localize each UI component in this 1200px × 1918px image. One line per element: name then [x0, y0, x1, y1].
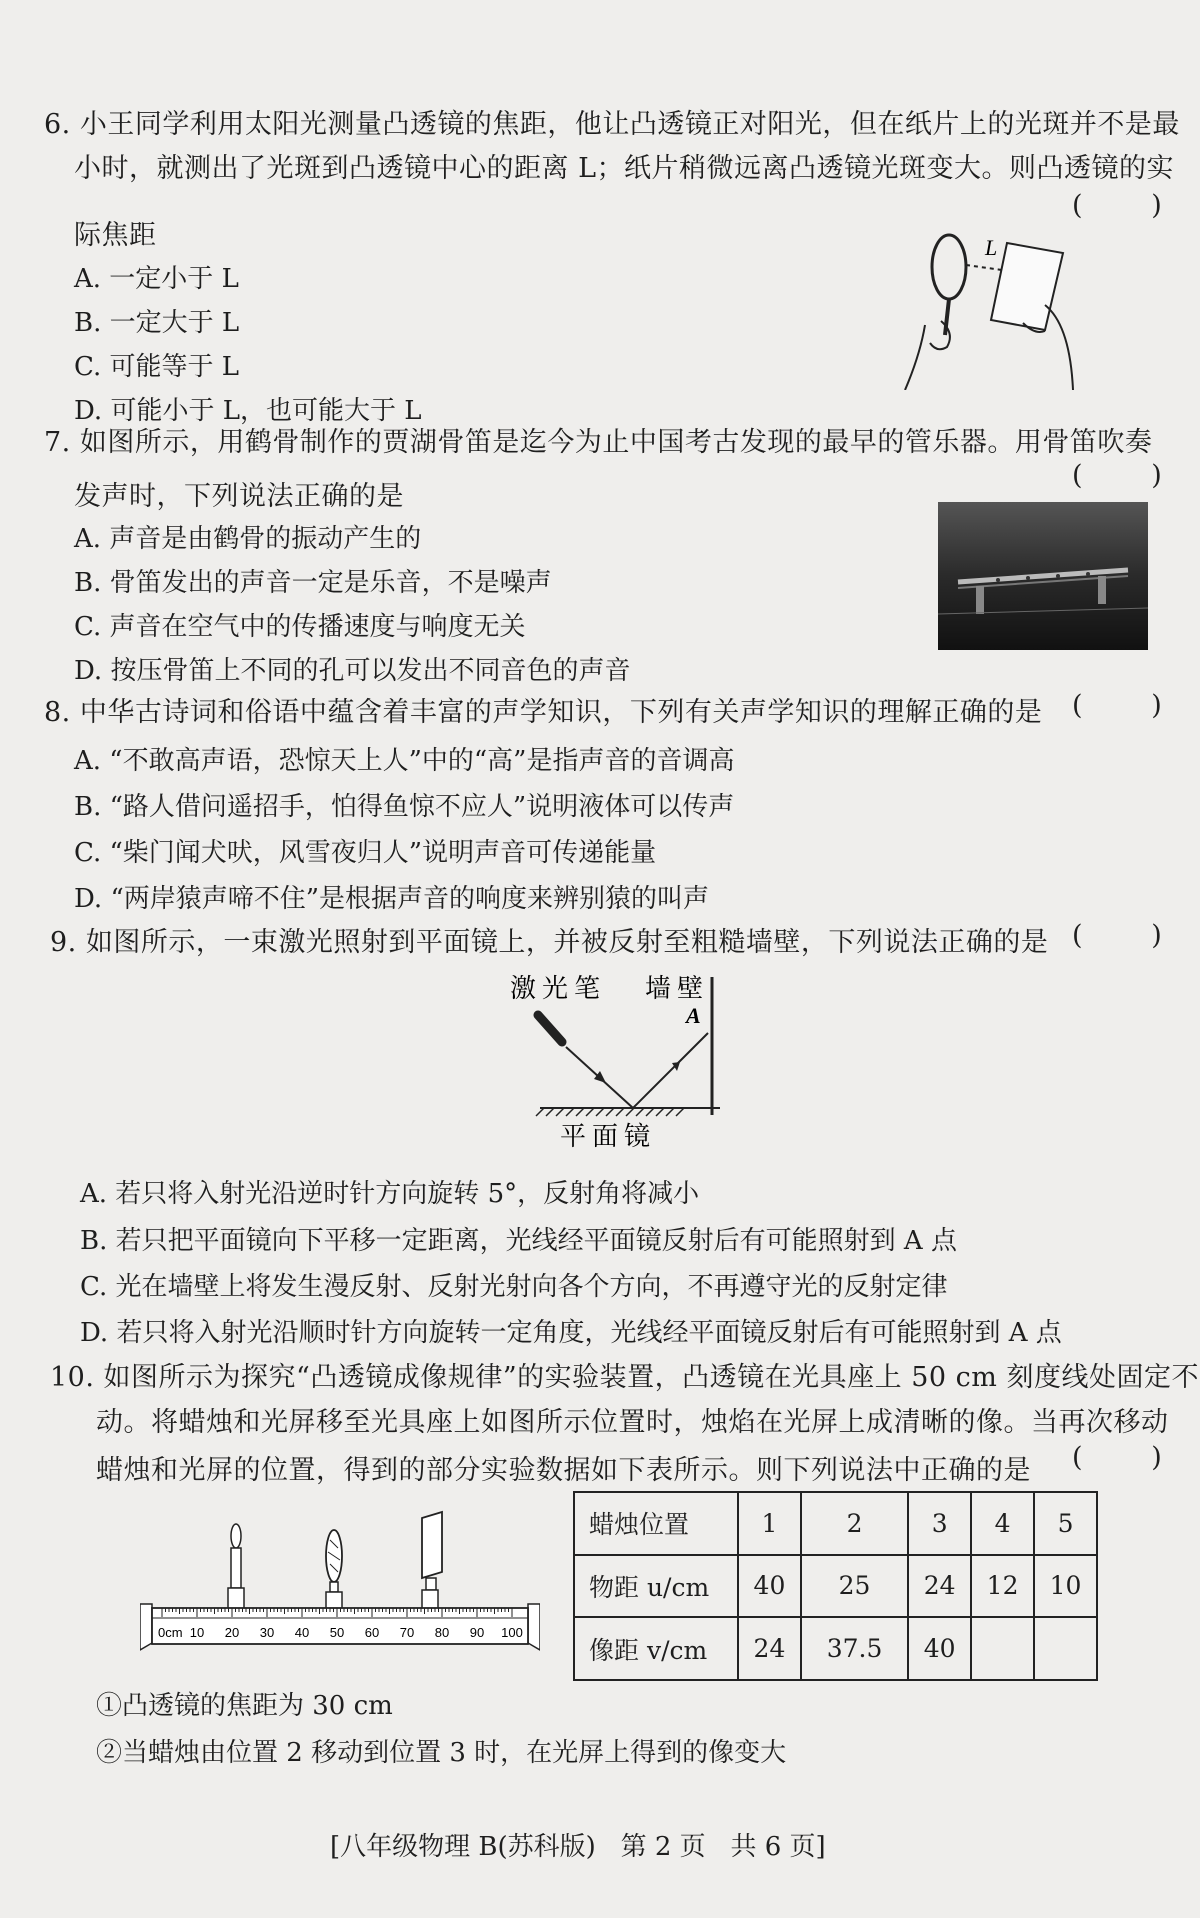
q10-statement-2: ②当蜡烛由位置 2 移动到位置 3 时，在光屏上得到的像变大 [96, 1738, 787, 1768]
q7-option-a: A. 声音是由鹤骨的振动产生的 [74, 524, 422, 554]
table-cell: 4 [971, 1492, 1034, 1555]
ruler-tick-label: 90 [469, 1625, 485, 1640]
q6-answer-paren: ( ) [1072, 190, 1162, 221]
table-cell: 2 [801, 1492, 908, 1555]
convex-lens-icon [326, 1530, 342, 1610]
q10-statement-1: ①凸透镜的焦距为 30 cm [96, 1691, 393, 1721]
q9-option-d: D. 若只将入射光沿顺时针方向旋转一定角度，光线经平面镜反射后有可能照射到 A 点 [80, 1318, 1062, 1348]
q6-option-a: A. 一定小于 L [74, 264, 239, 294]
table-header-object-distance: 物距 u/cm [574, 1555, 738, 1618]
table-row [574, 1555, 1097, 1618]
page-footer: [八年级物理 B(苏科版) 第 2 页 共 6 页] [330, 1832, 826, 1862]
table-cell: 12 [971, 1555, 1034, 1618]
q7-answer-paren: ( ) [1072, 460, 1162, 491]
laser-pen-icon [538, 1015, 562, 1042]
table-header-image-distance: 像距 v/cm [574, 1617, 738, 1680]
q6-option-d: D. 可能小于 L，也可能大于 L [74, 396, 422, 426]
table-cell: 25 [801, 1555, 908, 1618]
q8-option-b: B. “路人借问遥招手，怕得鱼惊不应人”说明液体可以传声 [74, 792, 735, 822]
q9-mirror-figure [500, 965, 740, 1155]
q6-line-3: 际焦距 [74, 220, 157, 251]
table-cell: 10 [1034, 1555, 1097, 1618]
q6-option-c: C. 可能等于 L [74, 352, 240, 382]
q6-line-1: 6. 小王同学利用太阳光测量凸透镜的焦距，他让凸透镜正对阳光，但在纸片上的光斑并不是最 [44, 109, 1180, 140]
table-cell [1034, 1617, 1097, 1680]
q9-line-1: 9. 如图所示，一束激光照射到平面镜上，并被反射至粗糙墙壁，下列说法正确的是 [50, 927, 1049, 958]
ruler-tick-label: 50 [329, 1625, 345, 1640]
q8-option-c: C. “柴门闻犬吠，风雪夜归人”说明声音可传递能量 [74, 838, 657, 868]
ruler-tick-label: 40 [294, 1625, 310, 1640]
q10-optical-bench-figure [140, 1478, 540, 1663]
ruler-tick-label: 60 [364, 1625, 380, 1640]
q9-option-c: C. 光在墙壁上将发生漫反射、反射光射向各个方向，不再遵守光的反射定律 [80, 1272, 948, 1302]
ruler-tick-label: 70 [399, 1625, 415, 1640]
ruler-tick-label: 0cm [158, 1625, 183, 1640]
q7-option-d: D. 按压骨笛上不同的孔可以发出不同音色的声音 [74, 656, 631, 686]
q7-line-1: 7. 如图所示，用鹤骨制作的贾湖骨笛是迄今为止中国考古发现的最早的管乐器。用骨笛吹奏 [44, 427, 1153, 458]
table-cell: 1 [738, 1492, 801, 1555]
ruler-tick-label: 10 [189, 1625, 205, 1640]
q7-line-2: 发声时，下列说法正确的是 [74, 481, 404, 512]
q6-line-2: 小时，就测出了光斑到凸透镜中心的距离 L；纸片稍微远离凸透镜光斑变大。则凸透镜的实 [74, 153, 1175, 184]
q9-mirror-label: 平面镜 [560, 1122, 657, 1152]
table-cell: 24 [738, 1617, 801, 1680]
candle-icon [228, 1524, 244, 1610]
table-cell: 5 [1034, 1492, 1097, 1555]
q7-bone-flute-photo [938, 502, 1148, 650]
q6-option-b: B. 一定大于 L [74, 308, 240, 338]
q6-magnifier-figure [895, 225, 1085, 390]
lens-icon [932, 235, 966, 299]
light-screen-icon [422, 1512, 442, 1610]
q10-line-3: 蜡烛和光屏的位置，得到的部分实验数据如下表所示。则下列说法中正确的是 [96, 1455, 1031, 1486]
q10-line-2: 动。将蜡烛和光屏移至光具座上如图所示位置时，烛焰在光屏上成清晰的像。当再次移动 [96, 1407, 1169, 1438]
table-cell: 24 [908, 1555, 971, 1618]
table-row [574, 1617, 1097, 1680]
ruler-tick-label: 100 [501, 1625, 523, 1640]
q8-option-a: A. “不敢高声语，恐惊天上人”中的“高”是指声音的音调高 [74, 746, 735, 776]
q9-point-label: A [686, 1003, 701, 1028]
table-cell: 40 [908, 1617, 971, 1680]
table-cell: 40 [738, 1555, 801, 1618]
table-cell: 3 [908, 1492, 971, 1555]
ruler-tick-label: 80 [434, 1625, 450, 1640]
q6-figure-label: L [985, 235, 998, 260]
ruler-tick-label: 30 [259, 1625, 275, 1640]
q7-option-c: C. 声音在空气中的传播速度与响度无关 [74, 612, 526, 642]
q9-answer-paren: ( ) [1072, 920, 1162, 951]
q7-option-b: B. 骨笛发出的声音一定是乐音，不是噪声 [74, 568, 552, 598]
q9-option-a: A. 若只将入射光沿逆时针方向旋转 5°，反射角将减小 [80, 1179, 700, 1209]
q10-data-table [573, 1491, 1098, 1681]
q8-answer-paren: ( ) [1072, 690, 1162, 721]
table-header-position: 蜡烛位置 [574, 1492, 738, 1555]
q8-option-d: D. “两岸猿声啼不住”是根据声音的响度来辨别猿的叫声 [74, 884, 710, 914]
table-cell [971, 1617, 1034, 1680]
q8-line-1: 8. 中华古诗词和俗语中蕴含着丰富的声学知识，下列有关声学知识的理解正确的是 [44, 697, 1043, 728]
q9-wall-label: 墙壁 [645, 974, 710, 1004]
ruler-tick-label: 20 [224, 1625, 240, 1640]
table-cell: 37.5 [801, 1617, 908, 1680]
q9-option-b: B. 若只把平面镜向下平移一定距离，光线经平面镜反射后有可能照射到 A 点 [80, 1226, 957, 1256]
table-row [574, 1492, 1097, 1555]
q9-laser-label: 激光笔 [510, 974, 607, 1004]
q10-answer-paren: ( ) [1072, 1442, 1162, 1473]
q10-line-1: 10. 如图所示为探究“凸透镜成像规律”的实验装置，凸透镜在光具座上 50 cm 刻度线处固定不 [50, 1362, 1199, 1393]
